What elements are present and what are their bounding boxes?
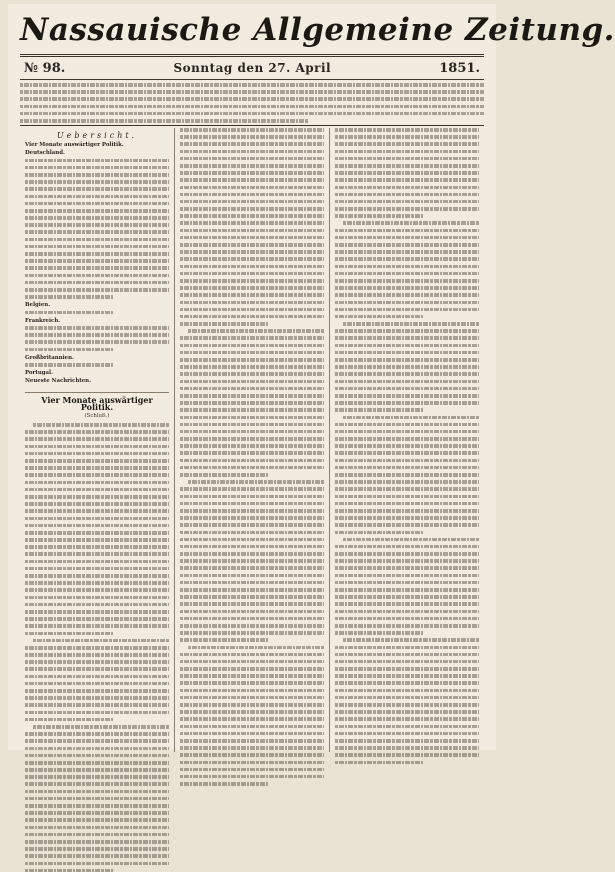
issue-date: Sonntag den 27. April <box>173 61 332 75</box>
article-body-col3 <box>335 128 479 764</box>
newspaper-page <box>8 4 615 750</box>
dateline-rule <box>20 79 484 80</box>
toc-entry-gb: Großbritannien. <box>25 354 74 361</box>
article-title: Vier Monate auswärtiger Politik. <box>25 392 169 411</box>
subscription-notice <box>20 83 484 123</box>
toc-heading: Uebersicht. <box>56 131 138 140</box>
issue-year: 1851. <box>439 61 480 76</box>
toc-entry: Vier Monate auswärtiger Politik. <box>25 142 124 149</box>
toc-entry-portugal: Portugal. <box>25 370 53 377</box>
masthead-rule <box>20 54 484 57</box>
article-part: (Schluß.) <box>84 412 110 419</box>
toc-entry-news: Neueste Nachrichten. <box>25 378 91 385</box>
column-3 <box>329 128 484 752</box>
issue-number: № 98. <box>24 61 66 76</box>
columns <box>20 128 484 752</box>
article-body-col1 <box>25 423 169 872</box>
column-1 <box>20 128 174 752</box>
article-body-col2 <box>180 128 324 786</box>
toc-germany-text <box>25 159 169 299</box>
toc-entry-france: Frankreich. <box>25 317 61 324</box>
dateline <box>20 59 484 77</box>
notice-rule <box>20 125 484 126</box>
toc-entry-germany: Deutschland. <box>25 150 65 157</box>
toc-entry-belgium: Belgien. <box>25 302 51 309</box>
column-2 <box>174 128 329 752</box>
masthead-title: Nassauische Allgemeine Zeitung. <box>20 12 615 48</box>
